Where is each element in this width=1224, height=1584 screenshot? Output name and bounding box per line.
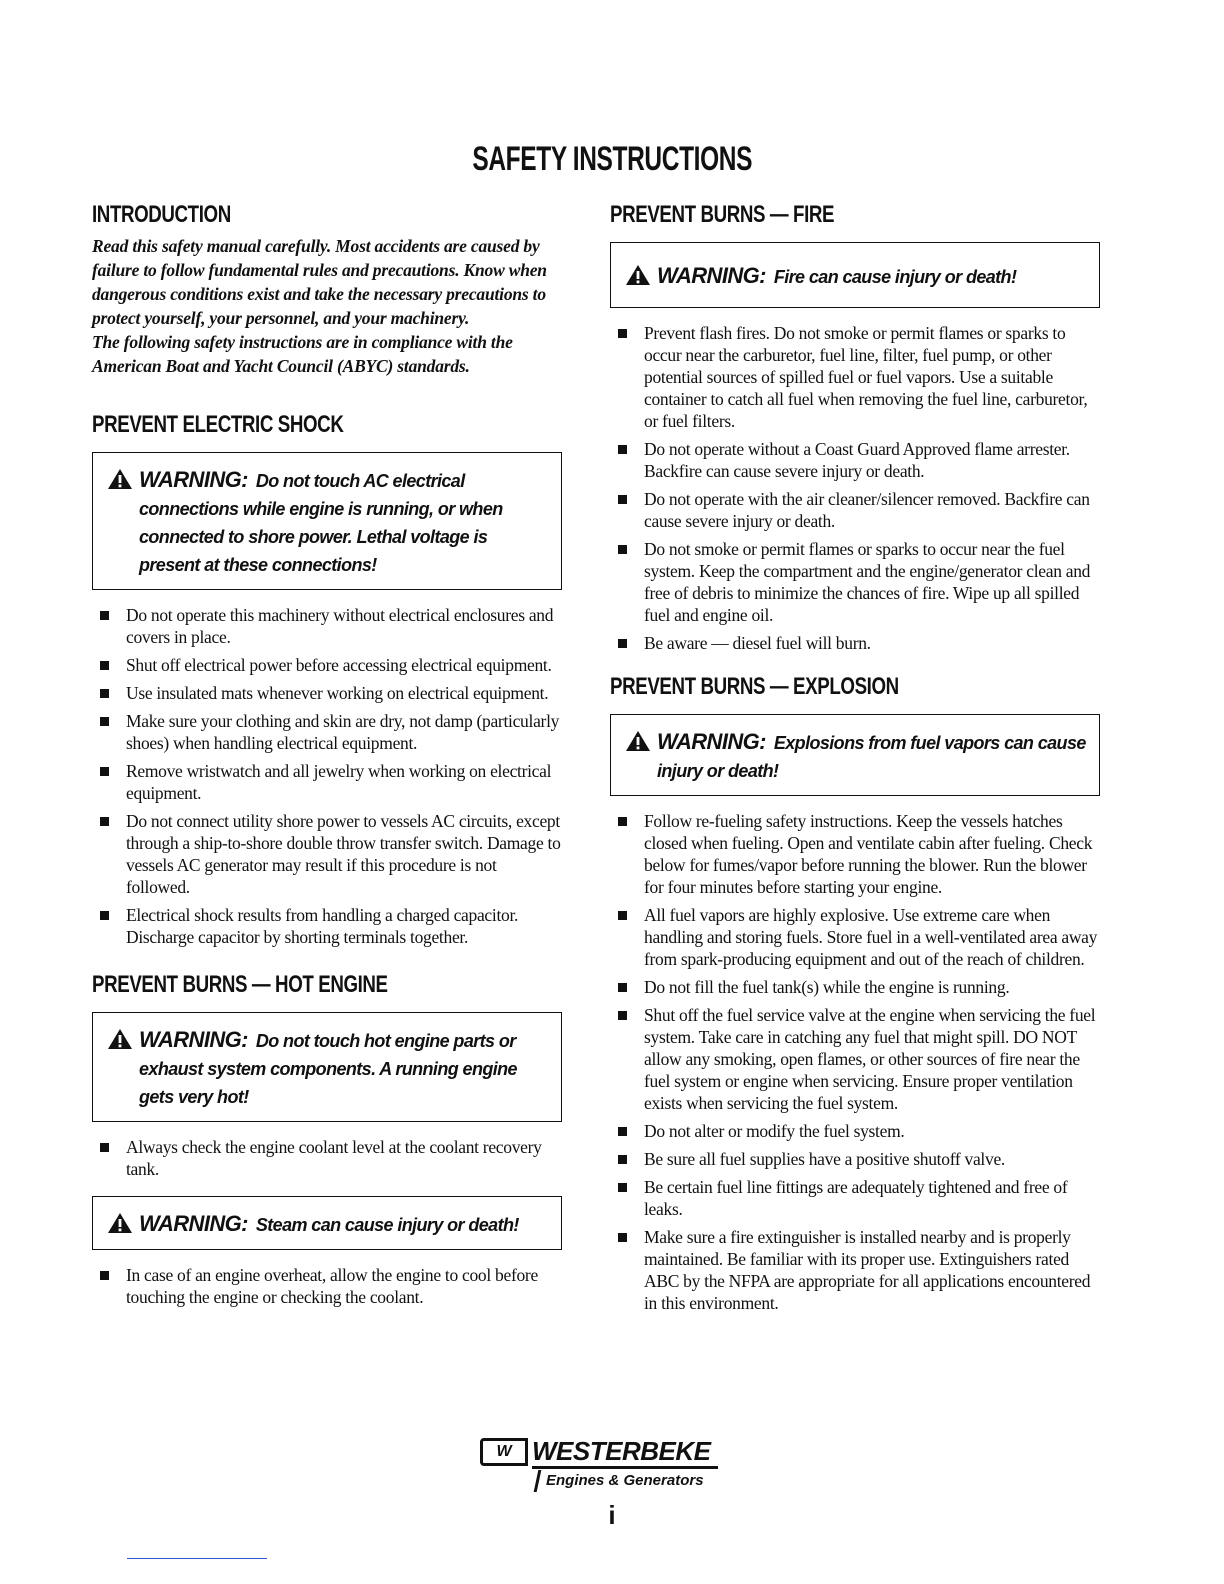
logo-stem bbox=[534, 1470, 542, 1492]
warning-text bbox=[139, 1210, 519, 1239]
electric-shock-list bbox=[92, 604, 562, 948]
hot-engine-warning-message: Do not touch hot engine parts or exhaust system components. A running engine gets very hot! bbox=[139, 1031, 517, 1107]
steam-warning-box bbox=[92, 1196, 562, 1250]
warning-triangle-icon bbox=[107, 468, 133, 490]
intro-paragraph-2: The following safety instructions are in compliance with the American Boat and Yacht Council (ABYC) standards. bbox=[92, 332, 513, 376]
page-title-text: SAFETY INSTRUCTIONS bbox=[472, 140, 752, 178]
fire-warning-box bbox=[610, 242, 1100, 308]
warning-row bbox=[625, 261, 1087, 291]
list-item: Make sure your clothing and skin are dry, not damp (particularly shoes) when handling electrical equipment. bbox=[92, 710, 562, 754]
explosion-list bbox=[610, 810, 1100, 1314]
fire-heading: PREVENT BURNS — FIRE bbox=[610, 201, 835, 228]
electric-shock-warning-box bbox=[92, 452, 562, 590]
list-item: Remove wristwatch and all jewelry when working on electrical equipment. bbox=[92, 760, 562, 804]
list-item: Prevent flash fires. Do not smoke or permit flames or sparks to occur near the carburetor, fuel line, filter, fuel pump, or other potential sources of spilled fuel or fuel vapors. Use a suitable container to catch all fuel when removing the fuel line, carburetor, or fuel filters. bbox=[610, 322, 1100, 432]
list-item: Do not operate this machinery without electrical enclosures and covers in place. bbox=[92, 604, 562, 648]
page-title bbox=[0, 140, 1224, 179]
fire-warning-message: Fire can cause injury or death! bbox=[773, 267, 1017, 287]
list-item: Do not connect utility shore power to vessels AC circuits, except through a ship-to-shore double throw transfer switch. Damage to vessels AC generator may result if this procedure is not followed. bbox=[92, 810, 562, 898]
explosion-heading: PREVENT BURNS — EXPLOSION bbox=[610, 673, 899, 700]
footer-rule bbox=[127, 1558, 267, 1559]
left-column bbox=[92, 200, 562, 1314]
steam-list bbox=[92, 1264, 562, 1308]
logo-brand-name: WESTERBEKE bbox=[532, 1436, 718, 1469]
warning-text bbox=[139, 1026, 549, 1111]
warning-row bbox=[107, 1025, 549, 1111]
warning-text bbox=[139, 466, 549, 579]
logo-tagline: Engines & Generators bbox=[546, 1472, 704, 1489]
warning-triangle-icon bbox=[625, 730, 651, 752]
hot-engine-list bbox=[92, 1136, 562, 1180]
list-item: Do not fill the fuel tank(s) while the engine is running. bbox=[610, 976, 1100, 998]
westerbeke-logo bbox=[480, 1438, 750, 1498]
list-item: In case of an engine overheat, allow the engine to cool before touching the engine or checking the coolant. bbox=[92, 1264, 562, 1308]
warning-text bbox=[657, 262, 1016, 291]
introduction-text bbox=[92, 234, 562, 378]
list-item: Do not operate with the air cleaner/silencer removed. Backfire can cause severe injury or death. bbox=[610, 488, 1100, 532]
warning-label: WARNING: bbox=[139, 1211, 248, 1236]
warning-triangle-icon bbox=[107, 1212, 133, 1234]
intro-paragraph-1: Read this safety manual carefully. Most accidents are caused by failure to follow fundamental rules and precautions. Know when dangerous conditions exist and take the necessary precautions to protect yourself, your personnel, and your machinery. bbox=[92, 236, 547, 328]
warning-label: WARNING: bbox=[139, 1027, 248, 1052]
warning-label: WARNING: bbox=[657, 263, 766, 288]
warning-row bbox=[107, 1209, 549, 1239]
warning-text bbox=[657, 728, 1087, 785]
steam-warning-message: Steam can cause injury or death! bbox=[255, 1215, 519, 1235]
warning-triangle-icon bbox=[107, 1028, 133, 1050]
logo-mark: W bbox=[480, 1438, 528, 1466]
explosion-warning-message: Explosions from fuel vapors can cause injury or death! bbox=[657, 733, 1086, 781]
list-item: Electrical shock results from handling a charged capacitor. Discharge capacitor by shorting terminals together. bbox=[92, 904, 562, 948]
hot-engine-warning-box bbox=[92, 1012, 562, 1122]
right-column bbox=[610, 200, 1100, 1320]
list-item: Do not operate without a Coast Guard Approved flame arrester. Backfire can cause severe injury or death. bbox=[610, 438, 1100, 482]
page-number: i bbox=[608, 1500, 616, 1530]
list-item: All fuel vapors are highly explosive. Use extreme care when handling and storing fuels. Store fuel in a well-ventilated area away from spark-producing equipment and out of the reach of children. bbox=[610, 904, 1100, 970]
explosion-warning-box bbox=[610, 714, 1100, 796]
electric-shock-heading: PREVENT ELECTRIC SHOCK bbox=[92, 411, 344, 438]
list-item: Use insulated mats whenever working on electrical equipment. bbox=[92, 682, 562, 704]
warning-triangle-icon bbox=[625, 264, 651, 286]
list-item: Be aware — diesel fuel will burn. bbox=[610, 632, 1100, 654]
list-item: Do not alter or modify the fuel system. bbox=[610, 1120, 1100, 1142]
warning-row bbox=[625, 727, 1087, 785]
hot-engine-heading: PREVENT BURNS — HOT ENGINE bbox=[92, 971, 388, 998]
warning-label: WARNING: bbox=[139, 467, 248, 492]
list-item: Follow re-fueling safety instructions. Keep the vessels hatches closed when fueling. Open and ventilate cabin after fueling. Check below for fumes/vapor before running the blower. Run the blower for four minutes before starting your engine. bbox=[610, 810, 1100, 898]
list-item: Do not smoke or permit flames or sparks to occur near the fuel system. Keep the compartment and the engine/generator clean and free of debris to minimize the chances of fire. Wipe up all spilled fuel and engine oil. bbox=[610, 538, 1100, 626]
list-item: Make sure a fire extinguisher is installed nearby and is properly maintained. Be familiar with its proper use. Extinguishers rated ABC by the NFPA are appropriate for all applications encountered in this environment. bbox=[610, 1226, 1100, 1314]
list-item: Be certain fuel line fittings are adequately tightened and free of leaks. bbox=[610, 1176, 1100, 1220]
list-item: Shut off the fuel service valve at the engine when servicing the fuel system. Take care in catching any fuel that might spill. DO NOT allow any smoking, open flames, or other sources of fire near the fuel system or engine when servicing. Ensure proper ventilation exists when servicing the fuel system. bbox=[610, 1004, 1100, 1114]
list-item: Be sure all fuel supplies have a positive shutoff valve. bbox=[610, 1148, 1100, 1170]
warning-row bbox=[107, 465, 549, 579]
introduction-heading: INTRODUCTION bbox=[92, 201, 231, 228]
electric-shock-warning-message: Do not touch AC electrical connections while engine is running, or when connected to shore power. Lethal voltage is present at these connections! bbox=[139, 471, 503, 575]
fire-list bbox=[610, 322, 1100, 654]
warning-label: WARNING: bbox=[657, 729, 766, 754]
list-item: Shut off electrical power before accessing electrical equipment. bbox=[92, 654, 562, 676]
list-item: Always check the engine coolant level at the coolant recovery tank. bbox=[92, 1136, 562, 1180]
